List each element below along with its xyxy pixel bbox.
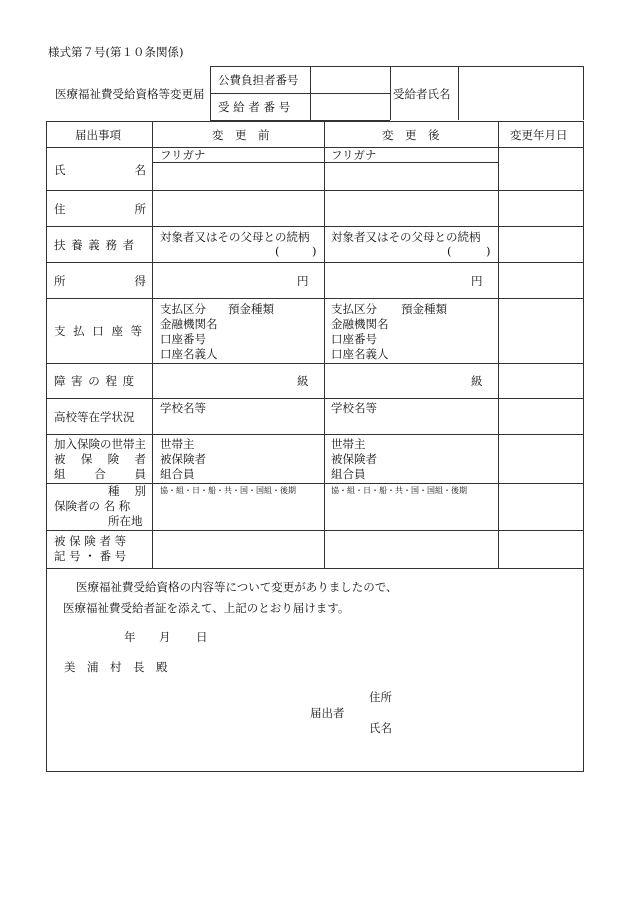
header-before: 変 更 前 bbox=[212, 128, 270, 142]
name-after-field[interactable] bbox=[325, 163, 497, 189]
account-after-number: 口座番号 bbox=[331, 332, 377, 346]
insured-code-before-field[interactable] bbox=[153, 531, 323, 567]
disability-after-field[interactable] bbox=[325, 364, 467, 397]
insurer-label-line1: 種 別 bbox=[108, 484, 146, 498]
footer-line1: 医療福祉費受給資格の内容等について変更がありましたので、 bbox=[76, 580, 398, 594]
school-after-text: 学校名等 bbox=[331, 401, 377, 415]
furigana-before-label: フリガナ bbox=[160, 148, 206, 162]
guardian-before-paren-open: ( bbox=[275, 244, 280, 258]
insurer-before-types: 協・組・日・船・共・国・国組・後期 bbox=[160, 486, 296, 495]
applicant-label: 届出者 bbox=[310, 706, 345, 720]
insurance-label-line3: 組 合 員 bbox=[54, 467, 146, 481]
recipient-name-label: 受給者氏名 bbox=[393, 87, 451, 101]
insurance-label-line1: 加入保険の世帯主 bbox=[54, 437, 146, 451]
name-change-date-field[interactable] bbox=[499, 148, 582, 189]
row-label-account: 支 払 口 座 等 bbox=[54, 324, 145, 338]
insurance-after-head: 世帯主 bbox=[331, 437, 366, 451]
addressee: 美 浦 村 長 殿 bbox=[64, 660, 168, 674]
header-item: 届出事項 bbox=[75, 128, 121, 142]
account-before-payment-type: 支払区分 bbox=[160, 302, 206, 316]
disability-before-field[interactable] bbox=[153, 364, 293, 397]
school-before-text: 学校名等 bbox=[160, 401, 206, 415]
account-before-bank: 金融機関名 bbox=[160, 317, 218, 331]
applicant-address-label: 住所 bbox=[369, 690, 392, 704]
insurer-after-types: 協・組・日・船・共・国・国組・後期 bbox=[331, 486, 467, 495]
row-label-disability: 障 害 の 程 度 bbox=[54, 374, 136, 388]
account-after-deposit-type: 預金種類 bbox=[401, 302, 447, 316]
guardian-after-paren-close: ) bbox=[486, 244, 491, 258]
insurer-label-line3: 所在地 bbox=[108, 514, 143, 528]
name-before-field[interactable] bbox=[153, 163, 323, 189]
date-day-label: 日 bbox=[196, 630, 208, 644]
recipient-number-field[interactable] bbox=[311, 94, 389, 119]
guardian-before-paren-close: ) bbox=[312, 244, 317, 258]
income-after-field[interactable] bbox=[325, 263, 467, 297]
row-label-school: 高校等在学状況 bbox=[54, 410, 135, 424]
applicant-name-label: 氏名 bbox=[369, 721, 392, 735]
row-label-income: 所 得 bbox=[54, 274, 146, 288]
insurance-before-head: 世帯主 bbox=[160, 437, 195, 451]
insurance-before-member: 組合員 bbox=[160, 467, 195, 481]
insurance-label-line2: 被 保 険 者 bbox=[54, 452, 146, 466]
public-payer-label: 公費負担者番号 bbox=[218, 73, 299, 87]
furigana-after-label: フリガナ bbox=[331, 148, 377, 162]
insurance-after-insured: 被保険者 bbox=[331, 452, 377, 466]
form-number: 様式第７号(第１０条関係) bbox=[48, 45, 184, 59]
account-before-holder: 口座名義人 bbox=[160, 347, 218, 361]
row-label-guardian: 扶 養 義 務 者 bbox=[54, 238, 136, 252]
income-after-unit: 円 bbox=[471, 274, 483, 288]
guardian-after-paren-open: ( bbox=[447, 244, 452, 258]
address-before-field[interactable] bbox=[153, 191, 323, 225]
form-title: 医療福祉費受給資格等変更届 bbox=[55, 87, 205, 101]
row-label-address: 住 所 bbox=[54, 202, 146, 216]
account-after-payment-type: 支払区分 bbox=[331, 302, 377, 316]
date-month-label: 月 bbox=[159, 630, 171, 644]
address-after-field[interactable] bbox=[325, 191, 497, 225]
account-before-deposit-type: 預金種類 bbox=[228, 302, 274, 316]
row-label-insured-code-1: 被 保 険 者 等 bbox=[54, 534, 127, 548]
recipient-name-field[interactable] bbox=[459, 67, 582, 119]
row-label-name: 氏 名 bbox=[54, 163, 146, 177]
insured-code-after-field[interactable] bbox=[325, 531, 497, 567]
recipient-number-label: 受 給 者 番 号 bbox=[218, 100, 291, 114]
account-before-number: 口座番号 bbox=[160, 332, 206, 346]
disability-after-unit: 級 bbox=[471, 374, 483, 388]
income-before-field[interactable] bbox=[153, 263, 293, 297]
footer-line2: 医療福祉費受給者証を添えて、上記のとおり届けます。 bbox=[63, 601, 350, 615]
insurance-after-member: 組合員 bbox=[331, 467, 366, 481]
guardian-before-text: 対象者又はその父母との続柄 bbox=[160, 230, 310, 244]
date-year-label: 年 bbox=[124, 630, 136, 644]
account-after-bank: 金融機関名 bbox=[331, 317, 389, 331]
account-after-holder: 口座名義人 bbox=[331, 347, 389, 361]
disability-before-unit: 級 bbox=[297, 374, 309, 388]
income-before-unit: 円 bbox=[297, 274, 309, 288]
insurer-label-line2: 保険者の 名 称 bbox=[54, 499, 131, 513]
row-label-insured-code-2: 記 号 ・ 番 号 bbox=[54, 549, 127, 563]
guardian-after-text: 対象者又はその父母との続柄 bbox=[331, 230, 481, 244]
insurance-before-insured: 被保険者 bbox=[160, 452, 206, 466]
header-change-date: 変更年月日 bbox=[510, 128, 568, 142]
public-payer-number-field[interactable] bbox=[311, 67, 389, 92]
header-after: 変 更 後 bbox=[382, 128, 440, 142]
